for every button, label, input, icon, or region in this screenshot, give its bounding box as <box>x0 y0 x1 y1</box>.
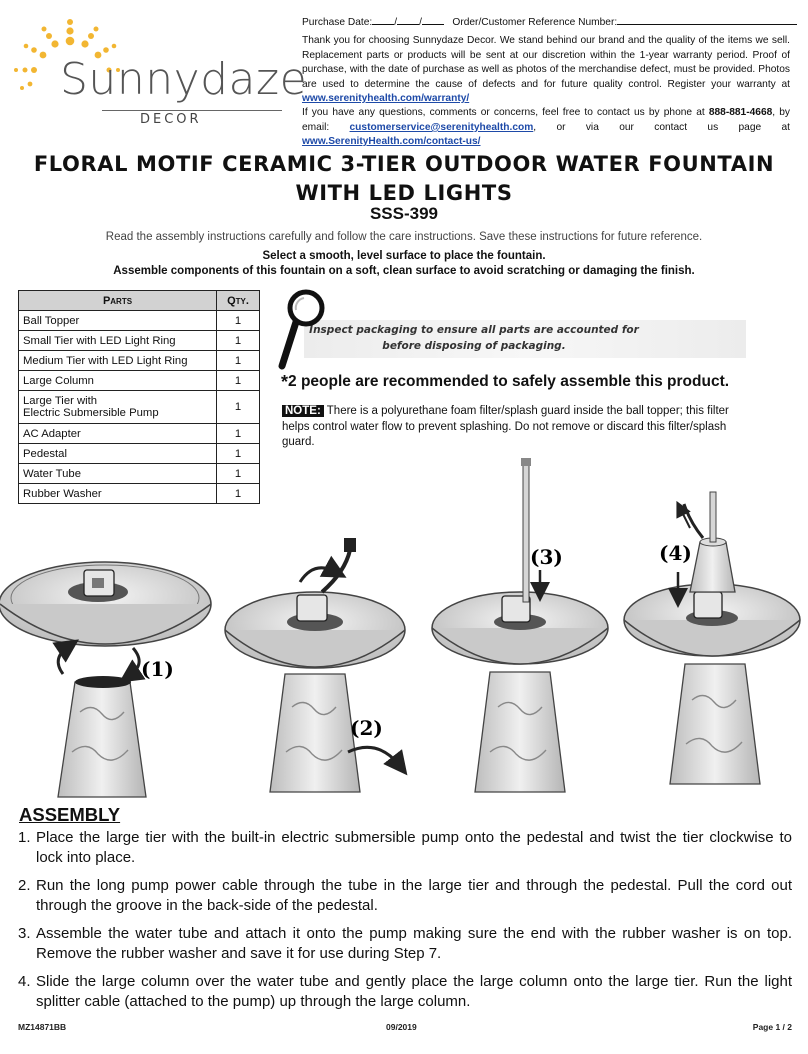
title-line-2: WITH LED LIGHTS <box>295 181 513 205</box>
part-qty: 1 <box>217 424 260 444</box>
step-2-figure <box>225 538 405 792</box>
date-separator: / <box>419 17 422 28</box>
purchase-date-label: Purchase Date: <box>302 17 373 28</box>
header-info <box>302 14 790 150</box>
inspect-packaging-note <box>304 322 644 354</box>
magnifying-glass-icon <box>276 288 326 372</box>
logo-divider <box>102 110 282 111</box>
soft-surface-note: Assemble components of this fountain on a soft, clean surface to avoid scratching or damaging the finish. <box>113 265 695 277</box>
part-name: Ball Topper <box>19 311 217 331</box>
surface-notes <box>0 249 808 279</box>
purchase-month-field[interactable] <box>372 14 394 25</box>
list-item <box>18 924 792 964</box>
assembly-heading: ASSEMBLY <box>19 804 121 825</box>
table-row <box>19 424 260 444</box>
contact-page-link[interactable]: www.SerenityHealth.com/contact-us/ <box>302 136 481 148</box>
step-number: 1. <box>18 829 31 846</box>
warranty-text: Thank you for choosing Sunnydaze Decor. We stand behind our brand and the quality of the items we sell. Replacement parts or products will be sent at our discretion within the 1-year warranty period. Proof of purchase, with the date of purchase as well as photos of the merchandise defect, must be provided. Photos are used to determine the cause of defects and for future quality control. Register your warranty at <box>302 35 790 90</box>
list-item <box>18 828 792 868</box>
surface-note: Select a smooth, level surface to place the fountain. <box>262 250 546 262</box>
assembly-illustrations <box>0 452 808 804</box>
note-tag: NOTE: <box>282 405 324 417</box>
list-item <box>18 876 792 916</box>
email-link[interactable]: customerservice@serenityhealth.com <box>349 121 534 133</box>
step-3-figure <box>432 458 608 792</box>
step-4-figure <box>624 492 800 784</box>
contact-text-3: , or via our contact us page at <box>533 121 790 133</box>
part-qty: 1 <box>217 371 260 391</box>
page-title <box>0 150 808 208</box>
model-number: SSS-399 <box>369 204 439 223</box>
step-number: 4. <box>18 973 31 990</box>
assembly-steps <box>18 828 792 1020</box>
step-text: Slide the large column over the water tube and gently place the large column onto the large tier. Run the light splitter cable (attached to the pump) up through the large column. <box>36 973 792 1010</box>
part-qty: 1 <box>217 464 260 484</box>
part-name <box>19 391 217 424</box>
order-ref-field[interactable] <box>617 14 797 25</box>
part-qty: 1 <box>217 331 260 351</box>
step-1-label: (1) <box>141 657 174 681</box>
part-name-line-1: Large Tier with <box>23 395 98 407</box>
contact-text-2: , by email: <box>302 107 790 133</box>
step-4-label: (4) <box>659 541 692 565</box>
part-name-line-2: Electric Submersible Pump <box>23 407 159 419</box>
step-3-label: (3) <box>530 545 563 569</box>
step-number: 2. <box>18 877 31 894</box>
part-qty: 1 <box>217 351 260 371</box>
inspect-line-2: before disposing of packaging. <box>382 340 566 352</box>
part-name: Water Tube <box>19 464 217 484</box>
date-separator: / <box>394 17 398 28</box>
purchase-day-field[interactable] <box>397 14 419 25</box>
table-row <box>19 311 260 331</box>
part-name: Pedestal <box>19 444 217 464</box>
step-text: Assemble the water tube and attach it onto the pump making sure the end with the rubber washer is on top. Remove the rubber washer and save it for use during Step 7. <box>36 925 792 962</box>
part-qty: 1 <box>217 391 260 424</box>
step-text: Run the long pump power cable through the tube in the large tier and through the pedestal. Pull the cord out through the groove in the back-side of the pedestal. <box>36 877 792 914</box>
footer-page-number: Page 1 / 2 <box>752 1022 792 1032</box>
filter-note <box>282 404 748 451</box>
step-2-label: (2) <box>350 716 383 740</box>
table-row <box>19 391 260 424</box>
warranty-link[interactable]: www.serenityhealth.com/warranty/ <box>302 93 470 105</box>
part-name: Small Tier with LED Light Ring <box>19 331 217 351</box>
logo-wordmark: Sunnydaze <box>60 54 308 105</box>
brand-logo <box>12 14 308 129</box>
purchase-info-line <box>302 14 790 30</box>
part-name: AC Adapter <box>19 424 217 444</box>
parts-column-header: Parts <box>19 291 217 311</box>
people-text: 2 people are recommended to safely assemble this product. <box>288 373 730 390</box>
contact-text-1: If you have any questions, comments or concerns, feel free to contact us by phone at <box>302 107 705 119</box>
part-qty: 1 <box>217 484 260 504</box>
step-1-figure <box>0 562 211 797</box>
step-text: Place the large tier with the built-in electric submersible pump onto the pedestal and twist the tier clockwise to lock into place. <box>36 829 792 866</box>
footer-date: 09/2019 <box>386 1022 417 1032</box>
table-row <box>19 371 260 391</box>
title-line-1: FLORAL MOTIF CERAMIC 3-TIER OUTDOOR WATER FOUNTAIN <box>33 152 775 176</box>
qty-column-header: Qty. <box>217 291 260 311</box>
step-number: 3. <box>18 925 31 942</box>
purchase-year-field[interactable] <box>422 14 444 25</box>
phone-number: 888-881-4668 <box>708 107 773 119</box>
part-qty: 1 <box>217 444 260 464</box>
contact-paragraph <box>302 106 790 149</box>
inspect-line-1: Inspect packaging to ensure all parts are accounted for <box>309 324 639 336</box>
order-ref-label: Order/Customer Reference Number: <box>452 17 618 28</box>
part-name: Large Column <box>19 371 217 391</box>
table-row <box>19 351 260 371</box>
footer-code: MZ14871BB <box>18 1022 67 1032</box>
part-qty: 1 <box>217 311 260 331</box>
read-instructions-note: Read the assembly instructions carefully and follow the care instructions. Save these instructions for future reference. <box>105 231 703 243</box>
table-header-row <box>19 291 260 311</box>
note-text: There is a polyurethane foam filter/splash guard inside the ball topper; this filter helps control water flow to prevent splashing. Do not remove or discard this filter/splash guard. <box>282 405 729 448</box>
logo-subtitle: DECOR <box>140 112 202 127</box>
people-recommendation <box>281 372 801 393</box>
table-row <box>19 331 260 351</box>
warranty-paragraph <box>302 34 790 106</box>
part-name: Medium Tier with LED Light Ring <box>19 351 217 371</box>
asterisk: * <box>281 372 289 392</box>
part-name: Rubber Washer <box>19 484 217 504</box>
list-item <box>18 972 792 1012</box>
